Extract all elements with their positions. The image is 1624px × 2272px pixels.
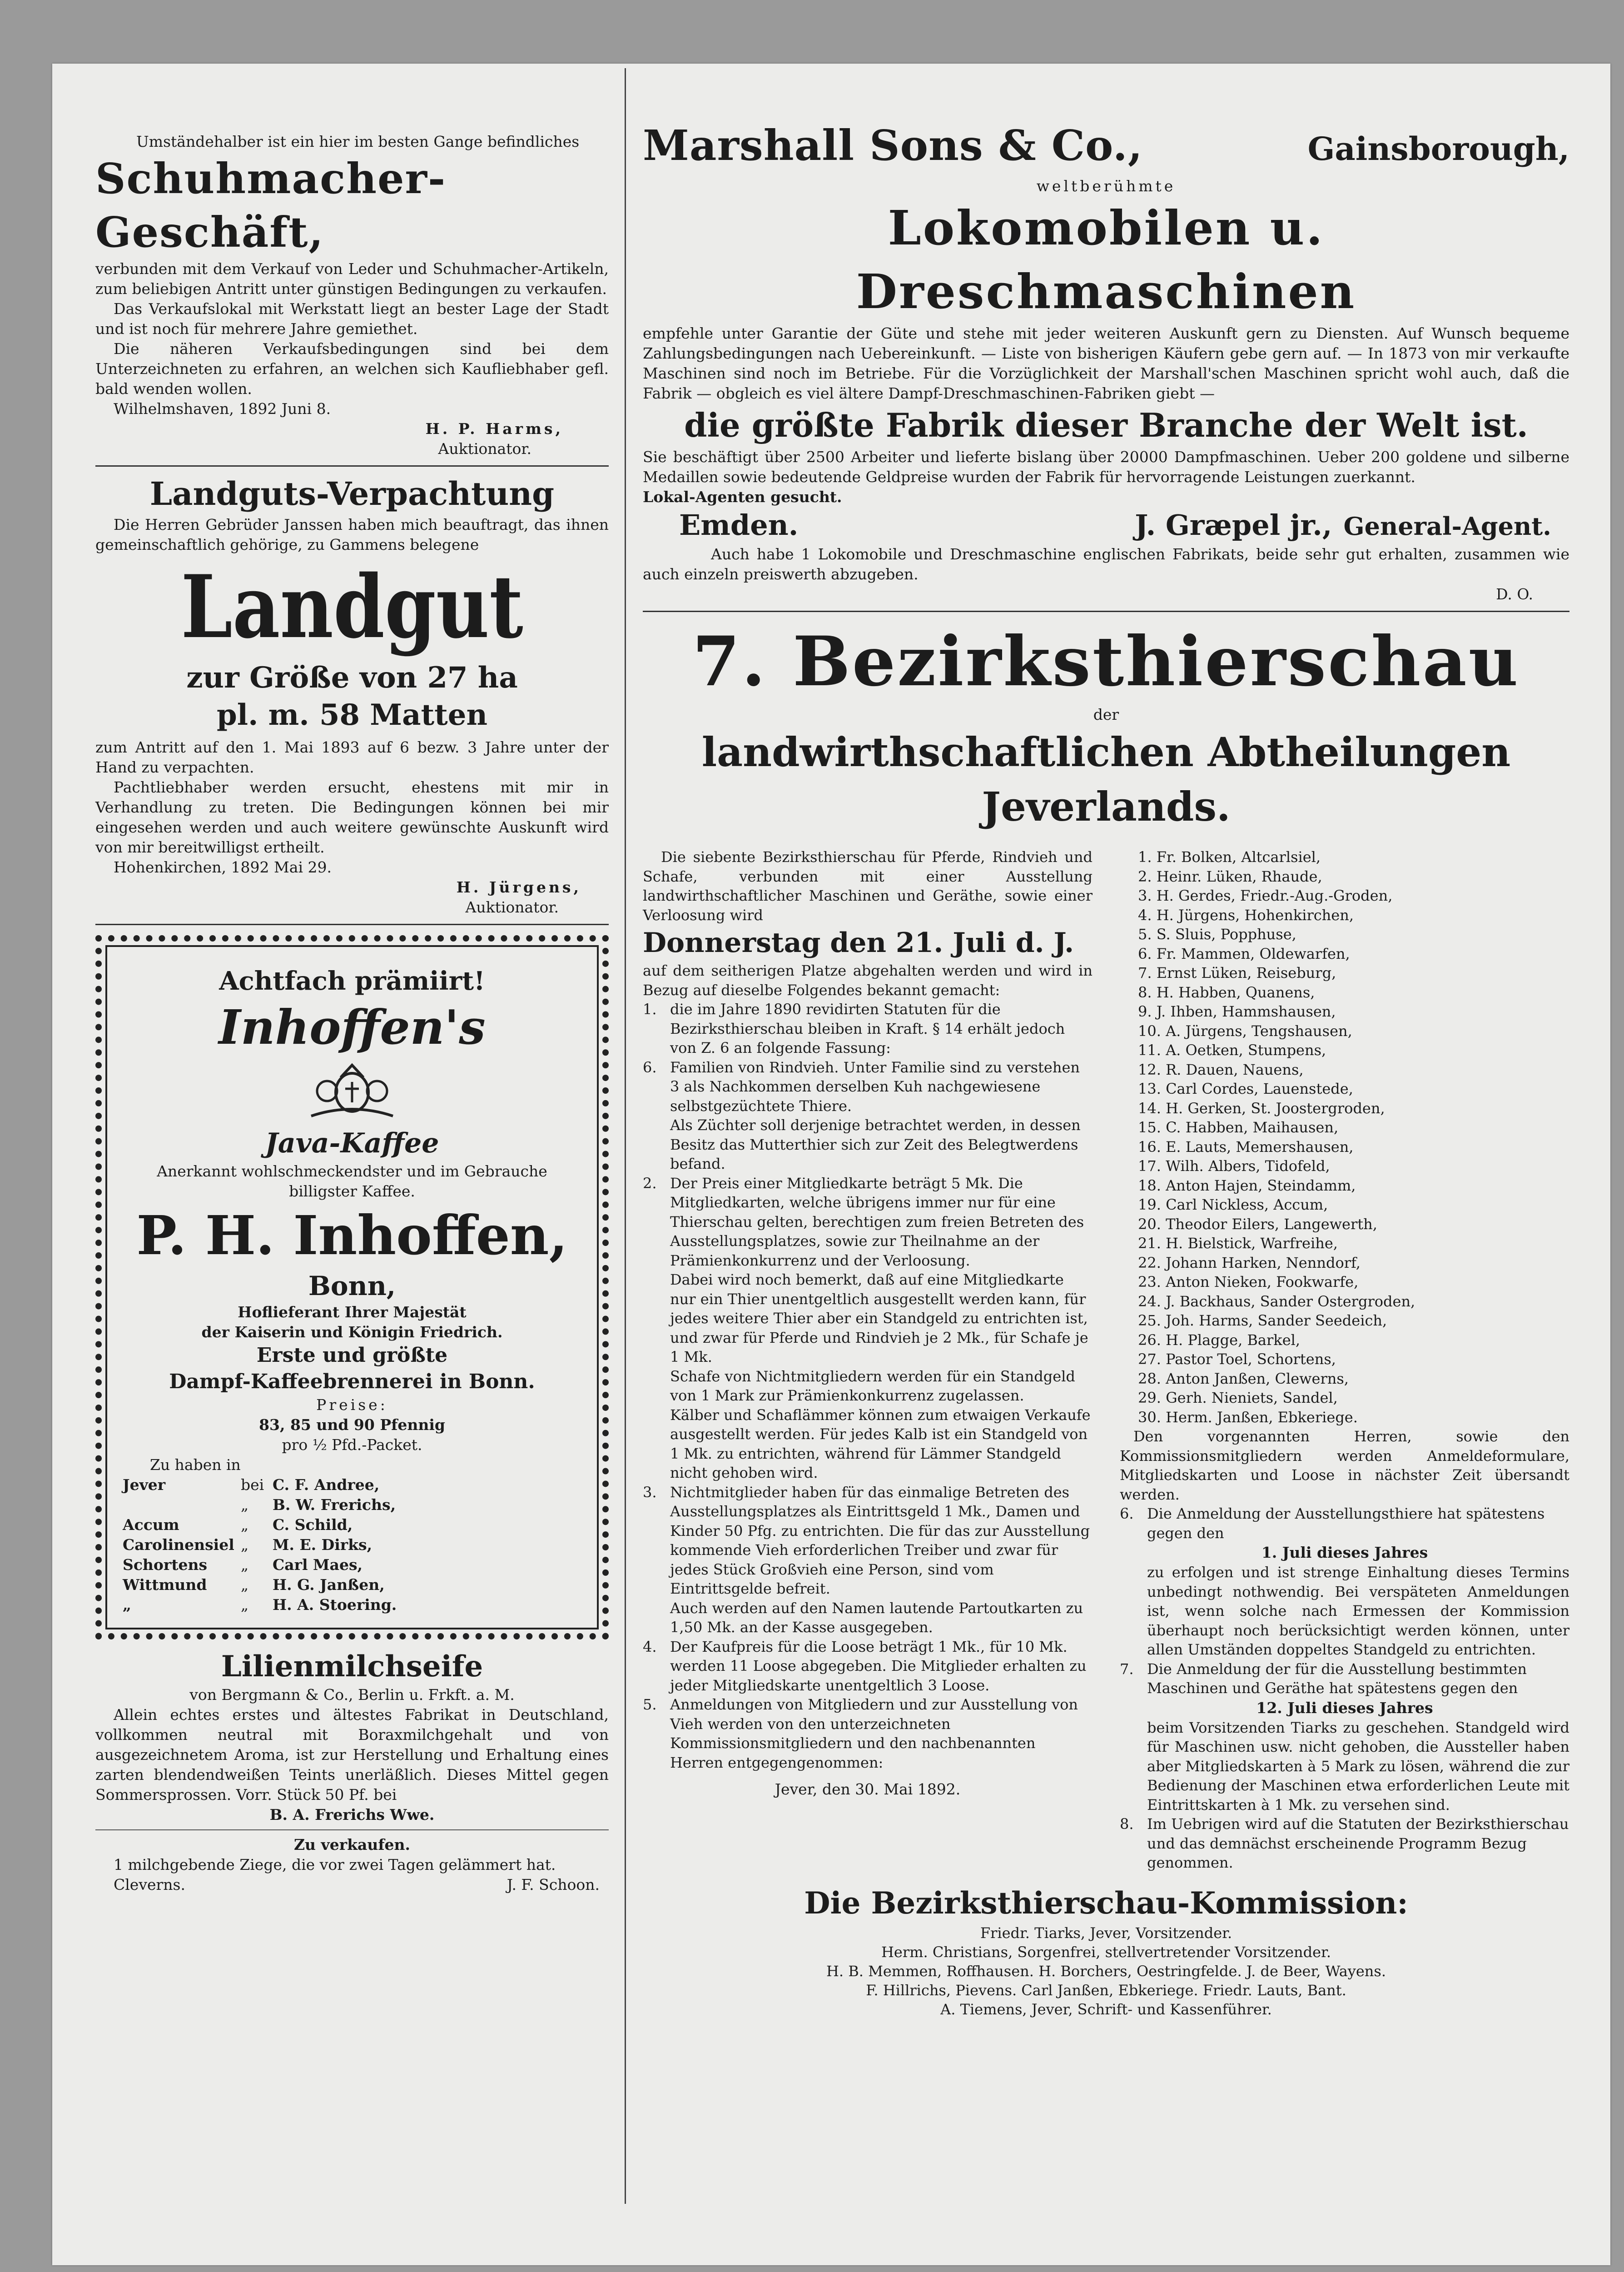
inhoffen-head: Achtfach prämiirt!: [219, 966, 485, 996]
exhibitor: 17. Wilh. Albers, Tidofeld,: [1138, 1157, 1330, 1175]
schau-sign-place: Jever, den 30. Mai 1892.: [775, 1780, 961, 1798]
schuh-role: Auktionator.: [438, 440, 531, 458]
dealer-bei: „: [241, 1536, 249, 1554]
inhoffen-erste2: Dampf-Kaffeebrennerei in Bonn.: [169, 1370, 535, 1393]
item-text: Auch werden auf den Namen lautende Partoutkarten zu 1,50 Mk. an der Kasse ausgegeben.: [670, 1599, 1083, 1636]
dealer-table: [123, 1475, 581, 1615]
marshall-body2: Sie beschäftigt über 2500 Arbeiter und lieferte bislang über 20000 Dampfmaschinen. Ueber 200 goldene und silberne Medaillen sowie bedeutende Geldpreise wurden der Fabrik für hervorragende Leistungen zuerkannt.: [643, 448, 1569, 486]
exhibitor: 24. J. Backhaus, Sander Ostergroden,: [1138, 1292, 1415, 1310]
item-num: [643, 1270, 670, 1367]
item-text: Schafe von Nichtmitgliedern werden für ein Standgeld von 1 Mark zur Prämienkonkurrenz zugelassen.: [670, 1367, 1075, 1404]
dealer-place: Accum: [123, 1516, 179, 1534]
column-divider: [625, 68, 626, 2204]
exhibitor: 4. H. Jürgens, Hohenkirchen,: [1138, 906, 1354, 924]
item-text: Als Züchter soll derjenige betrachtet werden, in dessen Besitz das Mutterthier sich zur Zeit des Belegtwerdens befand.: [670, 1116, 1081, 1172]
dealer-bei: „: [241, 1596, 249, 1614]
item-text: Nichtmitglieder haben für das einmalige Betreten des Ausstellungsplatzes als Eintrittsgeld 1 Mk., Damen und Kinder 50 Pfg. zu entrichten. Die für das zur Ausstellung kommende Vieh erforderlichen Treiber und zwar für jedes Stück Großvieh eine Person, sind vom Eintrittsgelde befreit.: [670, 1483, 1090, 1597]
ad-ziege: [95, 1835, 609, 1895]
item-text: Der Kaufpreis für die Loose beträgt 1 Mk., für 10 Mk. werden 11 Loose abgegeben. Die Mitglieder erhalten zu jeder Mitgliedskarte unentgeltlich 3 Loose.: [670, 1638, 1087, 1694]
landgut-title: Landguts-Verpachtung: [149, 475, 555, 513]
item-num: [643, 1599, 670, 1637]
landgut-body2: Pachtliebhaber werden ersucht, ehestens mit mir in Verhandlung zu treten. Die Bedingungen können bei mir eingesehen werden und auch weitere gewünschte Auskunft wird von mir bereitwilligst ertheilt.: [95, 778, 609, 856]
exhibitor: 14. H. Gerken, St. Joostergroden,: [1138, 1099, 1385, 1117]
inhoffen-desc: Anerkannt wohlschmeckendster und im Gebrauche billigster Kaffee.: [157, 1162, 547, 1200]
dealer-name: M. E. Dirks,: [273, 1536, 372, 1554]
lilien-seller: B. A. Frerichs Wwe.: [269, 1806, 435, 1824]
marshall-agent-role: General-Agent.: [1343, 512, 1551, 541]
dealer-bei: bei: [241, 1476, 264, 1494]
landgut-place: Hohenkirchen, 1892 Mai 29.: [114, 858, 332, 876]
landgut-body1: zum Antritt auf den 1. Mai 1893 auf 6 bezw. 3 Jahre unter der Hand zu verpachten.: [95, 738, 609, 776]
exhibitor: 15. C. Habben, Maihausen,: [1138, 1119, 1339, 1136]
landgut-size1: zur Größe von 27 ha: [186, 661, 518, 695]
commission-member: H. B. Memmen, Roffhausen. H. Borchers, Oestringfelde. J. de Beer, Wayens.: [826, 1962, 1386, 1980]
item8: Im Uebrigen wird auf die Statuten der Bezirksthierschau und das demnächst erscheinende Programm Bezug genommen.: [1147, 1815, 1569, 1871]
ziege-body: 1 milchgebende Ziege, die vor zwei Tagen gelämmert hat.: [114, 1856, 556, 1873]
lilien-body: Allein echtes erstes und ältestes Fabrikat in Deutschland, vollkommen neutral mit Boraxmilchgehalt und von ausgezeichnetem Aroma, ist zur Herstellung und Erhaltung eines zarten blendendweißen Teints unerläßlich. Dieses Mittel gegen Sommersprossen. Vorr. Stück 50 Pf. bei: [95, 1706, 609, 1804]
dealer-place: Schortens: [123, 1556, 208, 1574]
marshall-agent: J. Græpel jr.,: [1135, 508, 1332, 542]
item-text: Der Preis einer Mitgliedkarte beträgt 5 Mk. Die Mitgliedkarten, welche übrigens immer nur für eine Thierschau gelten, berechtigen zum freien Betreten des Ausstellungsplatzes, sowie zur Theilnahme an der Prämienkonkurrenz und der Verloosung.: [670, 1174, 1084, 1269]
divider: [95, 924, 609, 925]
inhoffen-city: Bonn,: [308, 1271, 396, 1301]
schau-intro: Die siebente Bezirksthierschau für Pferde, Rindvieh und Schafe, verbunden mit einer Ausstellung landwirthschaftlicher Maschinen und Geräthe, sowie einer Verloosung wird: [643, 848, 1093, 924]
commission-member: Friedr. Tiarks, Jever, Vorsitzender.: [980, 1924, 1232, 1942]
ad-inhoffen: [95, 935, 609, 1639]
schuh-body2: Das Verkaufslokal mit Werkstatt liegt an bester Lage der Stadt und ist noch für mehrere Jahre gemiethet.: [95, 300, 609, 338]
item7-body: beim Vorsitzenden Tiarks zu geschehen. Standgeld wird für Maschinen usw. nicht gehoben, die Aussteller haben aber Mitgliedskarten à 5 Mark zu lösen, während die zur Bedienung der Maschinen etwa erforderlichen Leute mit Eintrittskarten à 1 Mk. zu versehen sind.: [1147, 1719, 1569, 1814]
commission-member: A. Tiemens, Jever, Schrift- und Kassenführer.: [940, 2000, 1272, 2018]
item-text: Familien von Rindvieh. Unter Familie sind zu verstehen 3 als Nachkommen derselben Kuh nachgewiesene selbstgezüchtete Thiere.: [670, 1058, 1080, 1115]
ziege-title: Zu verkaufen.: [293, 1836, 411, 1853]
ad-lilienmilchseife: [95, 1649, 609, 1825]
exhibitor: 28. Anton Janßen, Clewerns,: [1138, 1370, 1349, 1387]
inhoffen-preise: Preise:: [316, 1396, 388, 1414]
exhibitor: 27. Pastor Toel, Schortens,: [1138, 1350, 1336, 1368]
exhibitor: 8. H. Habben, Quanens,: [1138, 983, 1315, 1001]
item-num: 5.: [643, 1696, 657, 1713]
item-text: Anmeldungen von Mitgliedern und zur Ausstellung von Vieh werden von den unterzeichneten Kommissionsmitgliedern und den nachbenannten Herren entgegengenommen:: [670, 1696, 1078, 1771]
marshall-sub: weltberühmte: [1036, 177, 1176, 195]
schau-title: 7. Bezirksthierschau: [692, 622, 1520, 702]
exhibitor: 5. S. Sluis, Popphuse,: [1138, 926, 1296, 943]
exhibitor: 11. A. Oetken, Stumpens,: [1138, 1041, 1326, 1059]
item-num: 6.: [643, 1058, 657, 1076]
ad-landgut: [95, 473, 609, 917]
item-num: 4.: [643, 1638, 657, 1655]
dealer-place: [123, 1495, 241, 1515]
exhibitor: 12. R. Dauen, Nauens,: [1138, 1061, 1304, 1078]
inhoffen-purveyor1: Hoflieferant Ihrer Majestät: [238, 1303, 467, 1321]
marshall-products: Lokomobilen u. Dreschmaschinen: [856, 200, 1356, 319]
exhibitor: 16. E. Lauts, Memershausen,: [1138, 1138, 1354, 1156]
dealer-name: H. G. Janßen,: [273, 1576, 385, 1594]
item7: Die Anmeldung der für die Ausstellung bestimmten Maschinen und Geräthe hat spätestens gegen den: [1147, 1660, 1527, 1697]
exhibitor: 26. H. Plagge, Barkel,: [1138, 1331, 1301, 1349]
schau-commission: Die Bezirksthierschau-Kommission:: [804, 1885, 1408, 1921]
exhibitor: 2. Heinr. Lüken, Rhaude,: [1138, 867, 1322, 885]
exhibitor: 3. H. Gerdes, Friedr.-Aug.-Groden,: [1138, 887, 1393, 904]
dealer-place: Jever: [123, 1476, 166, 1494]
exhibitor: 10. A. Jürgens, Tengshausen,: [1138, 1022, 1352, 1040]
exhibitor: 23. Anton Nieken, Fookwarfe,: [1138, 1273, 1359, 1290]
exhibitor: 9. J. Ihben, Hammshausen,: [1138, 1003, 1336, 1020]
dealer-bei: „: [241, 1556, 249, 1574]
dealer-bei: „: [241, 1516, 249, 1534]
landgut-role: Auktionator.: [465, 898, 559, 916]
item-num: 1.: [643, 1001, 657, 1018]
schau-date: Donnerstag den 21. Juli d. J.: [643, 927, 1074, 959]
exhibitor: 13. Carl Cordes, Lauenstede,: [1138, 1080, 1353, 1097]
ziege-name: J. F. Schoon.: [507, 1876, 600, 1893]
right-column: [643, 64, 1569, 2019]
dealer-bei: „: [241, 1496, 249, 1514]
dealer-name: C. F. Andree,: [273, 1476, 380, 1494]
exhibitor: 1. Fr. Bolken, Altcarlsiel,: [1138, 848, 1321, 866]
inhoffen-per: pro ½ Pfd.-Packet.: [282, 1436, 422, 1454]
schau-der: der: [1093, 706, 1119, 723]
ziege-place: Cleverns.: [114, 1876, 185, 1893]
ad-marshall: [643, 118, 1569, 604]
item-num: 3.: [643, 1483, 657, 1501]
marshall-body3: Auch habe 1 Lokomobile und Dreschmaschine englischen Fabrikats, beide sehr gut erhalten, zusammen wie auch einzeln preiswerth abzugeben.: [643, 545, 1569, 583]
exhibitor: 25. Joh. Harms, Sander Seedeich,: [1138, 1312, 1387, 1329]
exhibitor: 20. Theodor Eilers, Langewerth,: [1138, 1215, 1377, 1233]
dealer-place: „: [123, 1596, 131, 1614]
dealer-name: B. W. Frerichs,: [273, 1496, 396, 1514]
exhibitor: 19. Carl Nickless, Accum,: [1138, 1196, 1328, 1213]
crest-emblem: [123, 1057, 581, 1125]
divider: [643, 611, 1569, 612]
landgut-intro: Die Herren Gebrüder Janssen haben mich beauftragt, das ihnen gemeinschaftlich gehörige, zu Gammens belegene: [95, 516, 609, 553]
marshall-initials: D. O.: [1496, 585, 1533, 603]
marshall-emden: Emden.: [679, 508, 799, 542]
item6-body: zu erfolgen und ist strenge Einhaltung dieses Termins unbedingt nothwendig. Bei verspäteten Anmeldungen ist, wenn solche nach Ermessen der Kommission überhaupt noch berücksichtigt werden können, unter allen Umständen doppeltes Standgeld zu entrichten.: [1147, 1564, 1569, 1658]
item7-date: 12. Juli dieses Jahres: [1256, 1699, 1433, 1717]
schau-after-list: Den vorgenannten Herren, sowie den Kommissionsmitgliedern werden Anmeldeformulare, Mitgliedskarten und Loose in nächster Zeit übersandt werden.: [1120, 1428, 1569, 1503]
schuh-body1: verbunden mit dem Verkauf von Leder und Schuhmacher-Artikeln, zum beliebigen Antritt unter günstigen Bedingungen zu verkaufen.: [95, 260, 609, 298]
item-num: [643, 1367, 670, 1405]
marshall-firm: Marshall Sons & Co.,: [643, 121, 1143, 170]
inhoffen-brand: Inhoffen's: [219, 999, 486, 1055]
schuh-title: Schuhmacher-Geschäft,: [95, 154, 447, 257]
coat-of-arms-icon: [284, 1057, 420, 1125]
landgut-name: H. Jürgens,: [456, 878, 581, 896]
exhibitor: 29. Gerh. Nieniets, Sandel,: [1138, 1389, 1338, 1406]
schau-right-col: 1. Fr. Bolken, Altcarlsiel, 2. Heinr. Lüken, Rhaude, 3. H. Gerdes, Friedr.-Aug.-Groden, 4. H. Jürgens, Hohenkirchen, 5. S. Sluis, Popphuse, 6. Fr. Mammen, Oldewarfen, 7. Ernst Lüken, Reiseburg, 8. H. Habben, Quanens, 9. J. Ihben, Hammshausen, 10. A. Jürgens, Tengshausen, 11. A. Oetken, Stumpens, 12. R. Dauen, Nauens, 13. Carl Cordes, Lauenstede, 14. H. Gerken, St. Joostergroden, 15. C. Habben, Maihausen, 16. E. Lauts, Memershausen, 17. Wilh. Albers, Tidofeld, 18. Anton Hajen, Steindamm, 19. Carl Nickless, Accum, 20. Theodor Eilers, Langewerth, 21. H. Bielstick, Warfreihe, 22. Johann Harken, Nenndorf, 23. Anton Nieken, Fookwarfe, 24. J. Backhaus, Sander Ostergroden, 25. Joh. Harms, Sander Seedeich, 26. H. Plagge, Barkel, 27. Pastor Toel, Schortens, 28. Anton Janßen, Clewerns, 29. Gerh. Nieniets, Sandel, 30. Herm. Janßen, Ebkeriege. Den vorgenannten Herren, sowie den Kommissionsmitgliedern werden Anmeldeformulare, Mitgliedskarten und Loose in nächster Zeit übersandt werden. 6. Die Anmeldung der Ausstellungsthiere hat spätestens gegen den 1. Juli dieses Jahres zu erfolgen und ist strenge Einhaltung dieses Termins unbedingt nothwendig. Bei verspäteten Anmeldungen ist, wenn solche nach Ermessen der Kommission überhaupt noch berücksichtigt werden können, unter allen Umständen doppeltes Standgeld zu entrichten. 7. Die Anmeldung der für die Ausstellung bestimmten Maschinen und Geräthe hat spätestens gegen den 12. Juli dieses Jahres beim Vorsitzenden Tiarks zu geschehen. Standgeld wird für Maschinen usw. nicht gehoben, die Aussteller haben aber Mitgliedskarten à 5 Mark zu lösen, während die zur Bedienung der Maschinen etwa erforderlichen Leute mit Eintrittskarten à 1 Mk. zu versehen sind. 8. Im Uebrigen wird auf die Statuten der Bezirksthierschau und das demnächst erscheinende Programm Bezug genommen.: [1120, 847, 1569, 1873]
item-text: die im Jahre 1890 revidirten Statuten für die Bezirksthierschau bleiben in Kraft. § 14 erhält jedoch von Z. 6 an folgende Fassung:: [670, 1001, 1065, 1056]
item-num: [643, 1116, 670, 1174]
dealer-name: C. Schild,: [273, 1516, 353, 1534]
item-num: [643, 1405, 670, 1483]
dealer-place: Wittmund: [123, 1576, 207, 1594]
commission-members: [643, 1923, 1569, 2019]
exhibitor: 18. Anton Hajen, Steindamm,: [1138, 1176, 1356, 1194]
ad-schuhmacher: [95, 132, 609, 459]
schau-left-col: [643, 847, 1093, 1873]
schau-subtitle: landwirthschaftlichen Abtheilungen Jeverlands.: [701, 728, 1511, 830]
lilien-maker: von Bergmann & Co., Berlin u. Frkft. a. M.: [189, 1686, 515, 1704]
item-text: Dabei wird noch bemerkt, daß auf eine Mitgliedkarte nur ein Thier unentgeltlich ausgestellt werden kann, für jedes weitere Thier aber ein Standgeld zu entrichten ist, und zwar für Pferde und Rindvieh je 2 Mk., für Schafe je 1 Mk.: [670, 1271, 1088, 1365]
item6-date: 1. Juli dieses Jahres: [1261, 1544, 1428, 1561]
inhoffen-prices: 83, 85 und 90 Pfennig: [259, 1416, 445, 1434]
marshall-agents: Lokal-Agenten gesucht.: [643, 488, 842, 506]
schuh-place: Wilhelmshaven, 1892 Juni 8.: [114, 400, 331, 418]
exhibitor: 22. Johann Harken, Nenndorf,: [1138, 1254, 1361, 1271]
schuh-intro: Umständehalber ist ein hier im besten Gange befindliches: [136, 133, 580, 150]
marshall-biggest: die größte Fabrik dieser Branche der Welt ist.: [684, 406, 1528, 444]
exhibitor: 7. Ernst Lüken, Reiseburg,: [1138, 964, 1336, 982]
exhibitor: 21. H. Bielstick, Warfreihe,: [1138, 1235, 1338, 1252]
exhibitor-list: [1120, 847, 1569, 1427]
divider: [95, 1829, 609, 1830]
divider: [95, 465, 609, 467]
inhoffen-erste1: Erste und größte: [256, 1344, 448, 1367]
landgut-size2: pl. m. 58 Matten: [217, 698, 487, 732]
schuh-name: H. P. Harms,: [425, 420, 563, 438]
lilien-title: Lilienmilchseife: [221, 1649, 483, 1684]
dealer-place: Carolinensiel: [123, 1536, 234, 1554]
dealer-name: H. A. Stoering.: [273, 1596, 397, 1614]
item6: Die Anmeldung der Ausstellungsthiere hat spätestens gegen den: [1147, 1505, 1545, 1542]
inhoffen-product: Java-Kaffee: [265, 1127, 439, 1159]
inhoffen-purveyor2: der Kaiserin und Königin Friedrich.: [201, 1323, 503, 1341]
dealer-bei: „: [241, 1576, 249, 1594]
commission-member: F. Hillrichs, Pievens. Carl Janßen, Ebkeriege. Friedr. Lauts, Bant.: [866, 1981, 1346, 1999]
schau-place: auf dem seitherigen Platze abgehalten werden und wird in Bezug auf dieselbe Folgendes bekannt gemacht:: [643, 962, 1093, 999]
item-text: Kälber und Schaflämmer können zum etwaigen Verkaufe ausgestellt werden. Für jedes Kalb ist ein Standgeld von 1 Mk. zu entrichten, während für Lämmer Standgeld nicht gehoben wird.: [670, 1406, 1091, 1481]
exhibitor: 30. Herm. Janßen, Ebkeriege.: [1138, 1408, 1358, 1426]
dealer-name: Carl Maes,: [273, 1556, 363, 1574]
inhoffen-avail: Zu haben in: [150, 1456, 241, 1474]
ad-bezirksthierschau: [643, 618, 1569, 2019]
landgut-big: Landgut: [181, 556, 523, 658]
schuh-body3: Die näheren Verkaufsbedingungen sind bei dem Unterzeichneten zu erfahren, an welchen sich Kaufliebhaber gefl. bald wenden wollen.: [95, 340, 609, 398]
marshall-city: Gainsborough,: [1307, 130, 1569, 168]
inhoffen-firm: P. H. Inhoffen,: [136, 1204, 568, 1267]
item-num: 2.: [643, 1174, 657, 1192]
exhibitor: 6. Fr. Mammen, Oldewarfen,: [1138, 945, 1350, 962]
commission-member: Herm. Christians, Sorgenfrei, stellvertretender Vorsitzender.: [881, 1943, 1331, 1961]
left-column: [95, 64, 609, 1895]
marshall-body1: empfehle unter Garantie der Güte und stehe mit jeder weiteren Auskunft gern zu Diensten. Auf Wunsch bequeme Zahlungsbedingungen nach Uebereinkunft. — Liste von bisherigen Käufern gebe gern auf. — In 1873 von mir verkaufte Maschinen sind noch im Betriebe. Für die Vorzüglichkeit der Marshall'schen Maschinen spricht wohl auch, daß die Fabrik — obgleich es viel ältere Dampf-Dreschmaschinen-Fabriken giebt —: [643, 324, 1569, 402]
